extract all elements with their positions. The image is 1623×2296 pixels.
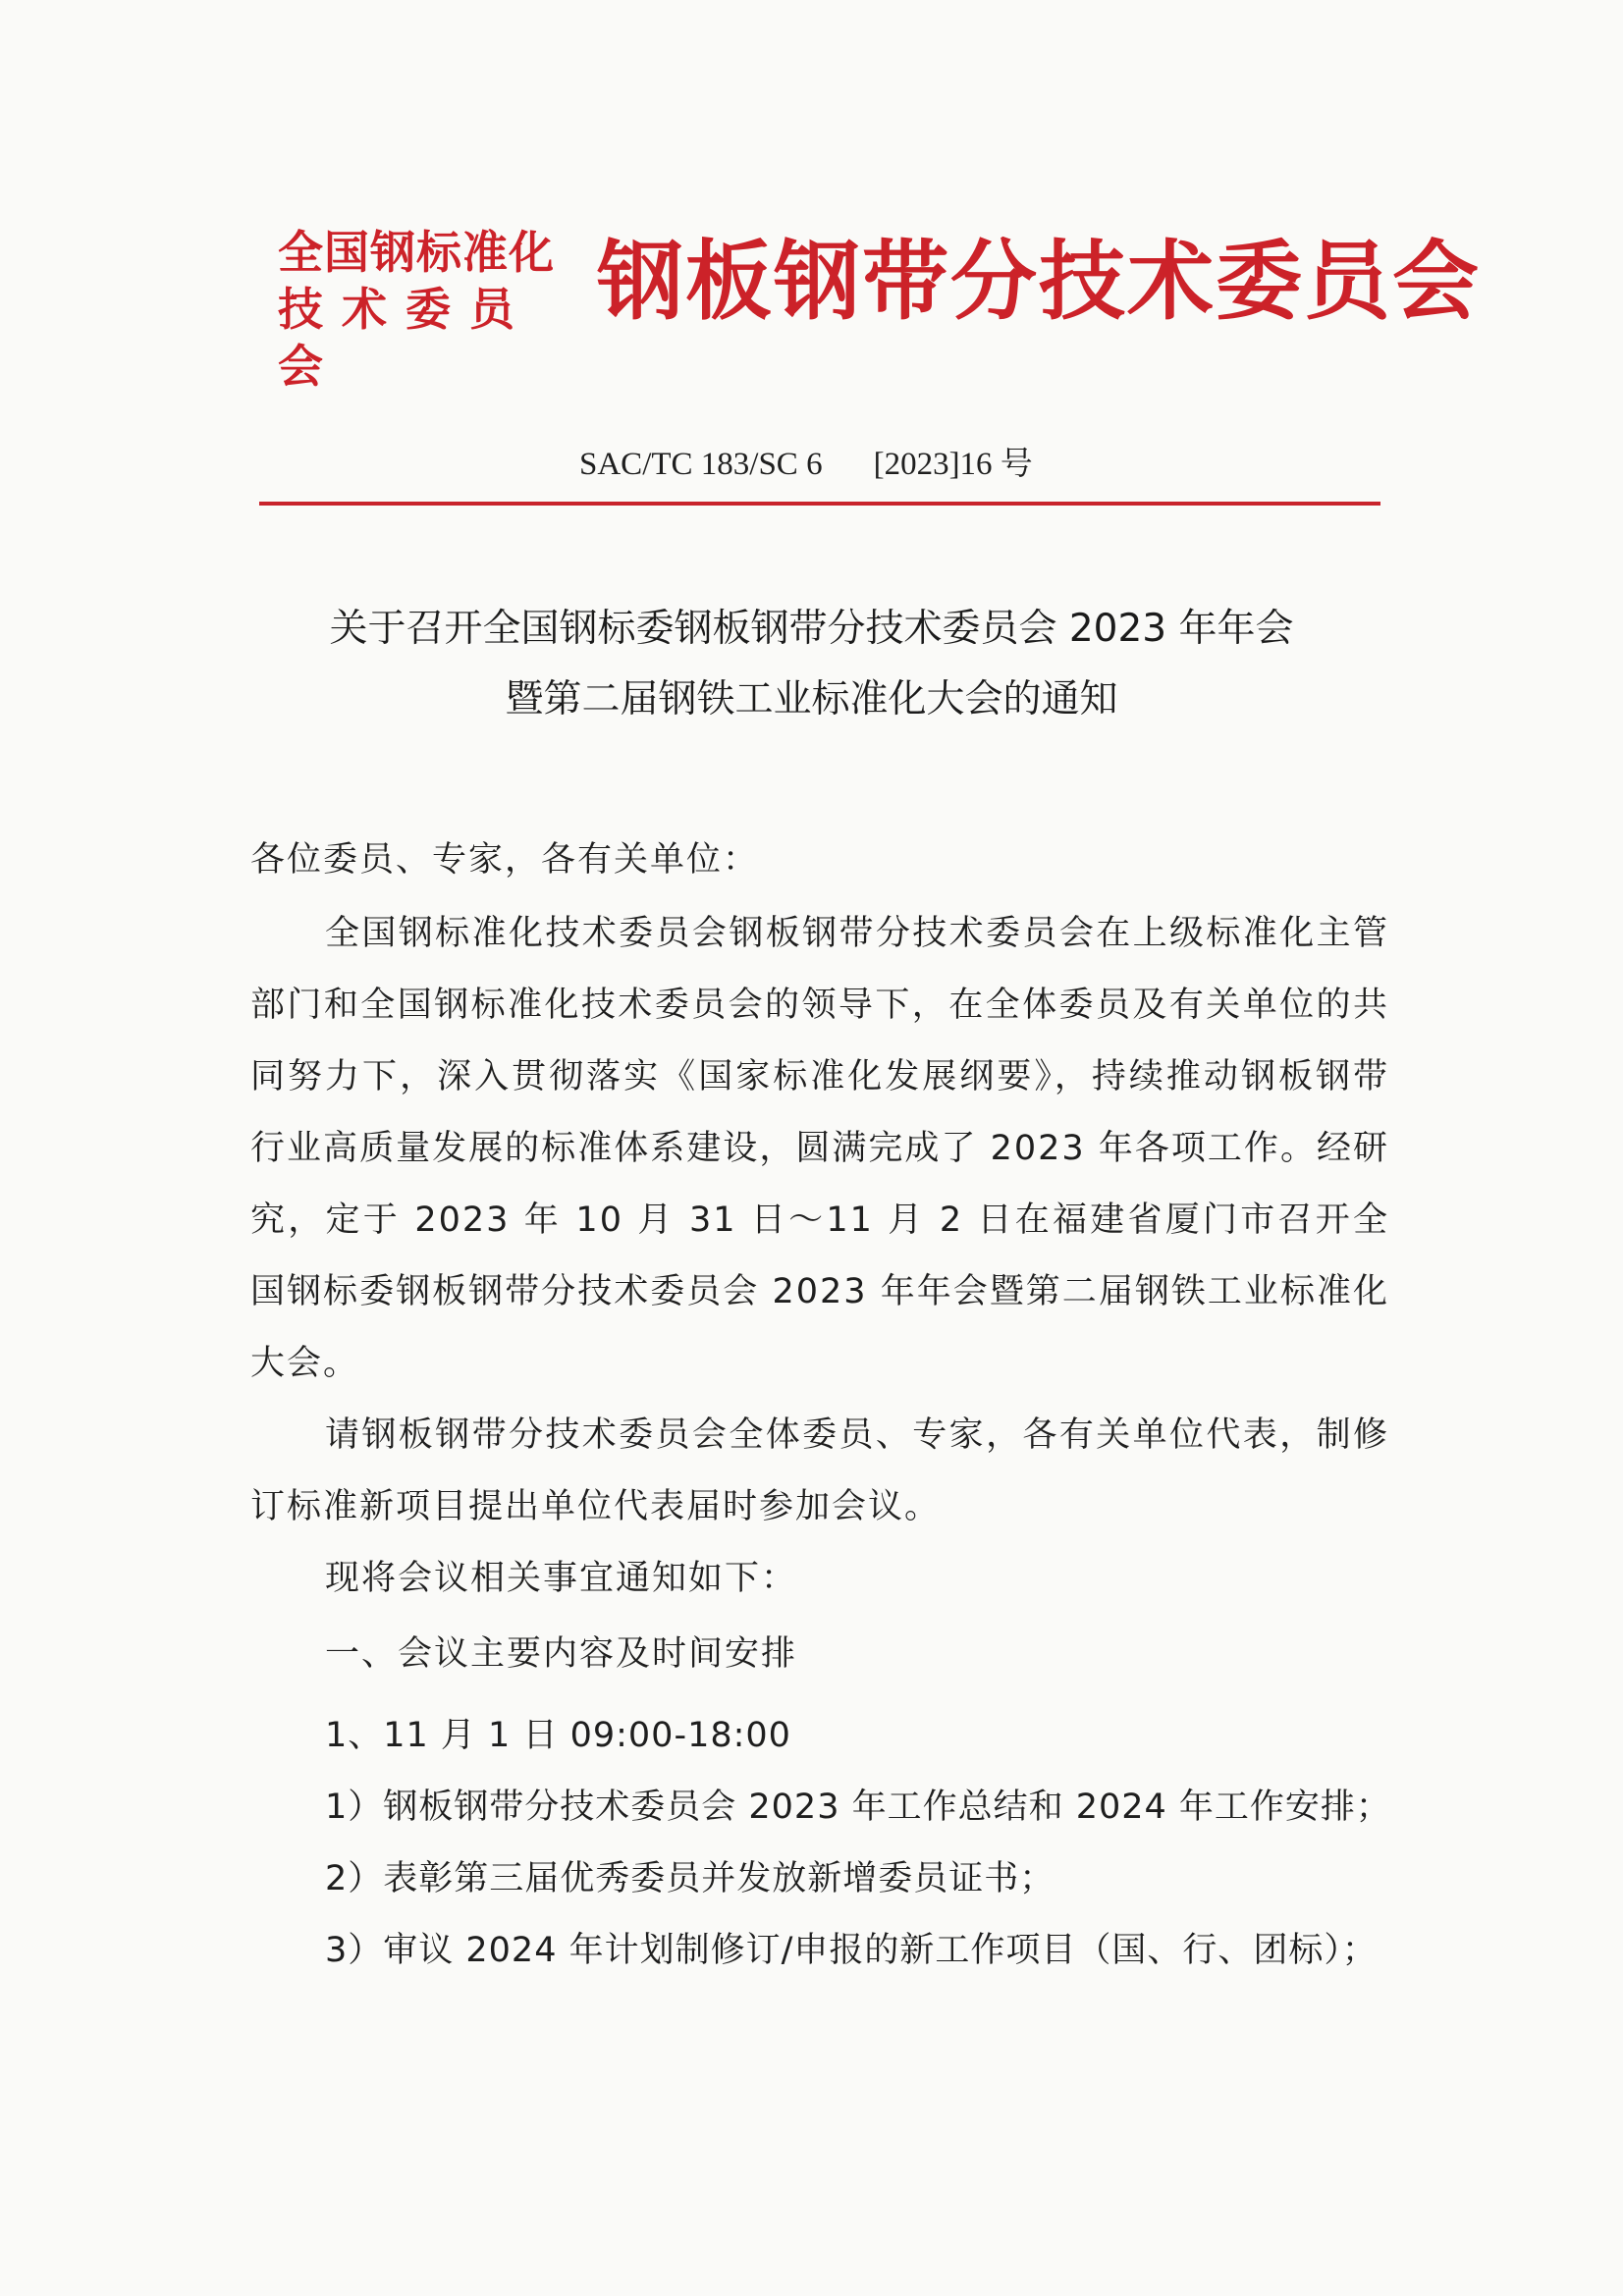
paragraph: 全国钢标准化技术委员会钢板钢带分技术委员会在上级标准化主管部门和全国钢标准化技术委员会的领导下，在全体委员及有关单位的共同努力下，深入贯彻落实《国家标准化发展纲要》，持续推动钢板钢带行业高质量发展的标准体系建设，圆满完成了 2023 年各项工作。经研究，定于 2023 年 10 月 31 日～11 月 2 日在福建省厦门市召开全国钢标委钢板钢带分技术委员会 2023 年年会暨第二届钢铁工业标准化大会。: [250, 914, 1389, 1383]
section-heading: 一、会议主要内容及时间安排: [325, 1634, 798, 1674]
title-line1: 关于召开全国钢标委钢板钢带分技术委员会 2023 年年会: [329, 607, 1294, 651]
schedule-time: 1、11 月 1 日 09:00-18:00: [325, 1716, 791, 1755]
letterhead-org-line2: 技术委员会: [278, 283, 533, 393]
red-divider-line: [259, 502, 1380, 506]
document-number-code: SAC/TC 183/SC 6: [579, 447, 823, 482]
letterhead-org: [278, 224, 572, 395]
list-item: 3）审议 2024 年计划制修订/申报的新工作项目（国、行、团标）；: [325, 1931, 1378, 1970]
list-item: 1）钢板钢带分技术委员会 2023 年工作总结和 2024 年工作安排；: [325, 1788, 1391, 1827]
document-number-serial: [2023]16 号: [873, 447, 1033, 482]
document-title: [196, 594, 1427, 735]
salutation: 各位委员、专家，各有关单位：: [250, 840, 760, 880]
paragraph: 现将会议相关事宜通知如下：: [325, 1559, 798, 1598]
title-line2: 暨第二届钢铁工业标准化大会的通知: [505, 677, 1118, 721]
document-number: [579, 438, 1033, 484]
paragraph: 请钢板钢带分技术委员会全体委员、专家，各有关单位代表，制修订标准新项目提出单位代表届时参加会议。: [250, 1415, 1389, 1526]
list-item: 2）表彰第三届优秀委员并发放新增委员证书；: [325, 1859, 1055, 1898]
letterhead-org-line1: 全国钢标准化: [278, 226, 555, 279]
letterhead-committee-name: 钢板钢带分技术委员会: [597, 231, 1482, 332]
letterhead: [278, 224, 1482, 393]
document-body: [250, 825, 1389, 1987]
